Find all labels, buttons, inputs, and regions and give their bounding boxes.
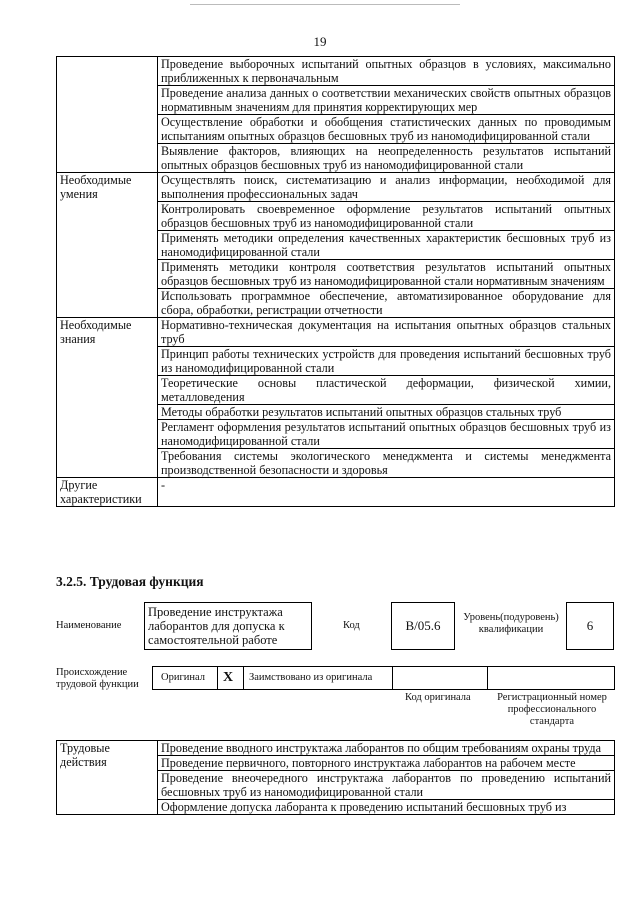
original-label: Оригинал xyxy=(161,672,205,683)
table-cell: Требования системы экологического менеджмента и системы менеджмента производственной безопасности и здоровья xyxy=(158,449,615,478)
table-cell: Нормативно-техническая документация на испытания опытных образцов стальных труб xyxy=(158,318,615,347)
level-label: Уровень(подуровень) квалификации xyxy=(463,612,559,635)
table-cell: Применять методики определения качественных характеристик бесшовных труб из наномодифицированной стали xyxy=(158,231,615,260)
table-cell: Проведение первичного, повторного инструктажа лаборантов на рабочем месте xyxy=(158,756,615,771)
table-cell: Осуществление обработки и обобщения статистических данных по проводимым испытаниям опытных образцов бесшовных труб из наномодифицированной стали xyxy=(158,115,615,144)
table-cell: - xyxy=(158,478,615,507)
table-cell: Осуществлять поиск, систематизацию и анализ информации, необходимой для выполнения профессиональных задач xyxy=(158,173,615,202)
table-cell: Теоретические основы пластической деформации, физической химии, металловедения xyxy=(158,376,615,405)
table-row xyxy=(57,741,615,756)
table-cell: Выявление факторов, влияющих на неопределенность результатов испытаний опытных образцов бесшовных труб из наномодифицированной стали xyxy=(158,144,615,173)
original-mark: X xyxy=(223,670,234,685)
row-label-actions: Трудовые действия xyxy=(57,741,158,815)
cell-divider xyxy=(217,667,218,689)
table-row xyxy=(57,57,615,86)
labor-actions-table xyxy=(56,740,615,815)
row-label-cell xyxy=(57,57,158,173)
borrowed-label: Заимствовано из оригинала xyxy=(249,672,373,683)
table-cell: Регламент оформления результатов испытаний опытных образцов бесшовных труб из наномодифицированной стали xyxy=(158,420,615,449)
origin-row xyxy=(152,666,615,690)
reg-number-label: Регистрационный номер профессионального стандарта xyxy=(497,692,607,727)
table-row xyxy=(57,478,615,507)
origin-label: Происхождение трудовой функции xyxy=(56,667,139,690)
table-cell: Оформление допуска лаборанта к проведению испытаний бесшовных труб из xyxy=(158,800,615,815)
table-cell: Проведение внеочередного инструктажа лаборантов по проведению испытаний бесшовных труб из наномодифицированной стали xyxy=(158,771,615,800)
row-label-other: Другие характеристики xyxy=(57,478,158,507)
table-row xyxy=(57,173,615,202)
table-cell: Методы обработки результатов испытаний опытных образцов стальных труб xyxy=(158,405,615,420)
top-scan-rule xyxy=(190,4,460,5)
page-number: 19 xyxy=(313,34,327,49)
table-cell: Принцип работы технических устройств для проведения испытаний бесшовных труб из наномодифицированной стали xyxy=(158,347,615,376)
function-level-box: 6 xyxy=(566,602,614,650)
table-cell: Проведение анализа данных о соответствии механических свойств опытных образцов нормативным значениям для принятия корректирующих мер xyxy=(158,86,615,115)
function-code-box: B/05.6 xyxy=(391,602,455,650)
cell-divider xyxy=(487,667,488,689)
code-label: Код xyxy=(343,620,360,631)
function-name-box: Проведение инструктажа лаборантов для допуска к самостоятельной работе xyxy=(144,602,312,650)
table-cell: Проведение выборочных испытаний опытных образцов в условиях, максимально приближенных к первоначальным xyxy=(158,57,615,86)
table-cell: Контролировать своевременное оформление результатов испытаний опытных образцов бесшовных труб из наномодифицированной стали xyxy=(158,202,615,231)
table-cell: Применять методики контроля соответствия результатов испытаний опытных образцов бесшовных труб из наномодифицированной стали нормативным значениям xyxy=(158,260,615,289)
code-original-label: Код оригинала xyxy=(405,692,471,703)
section-title: 3.2.5. Трудовая функция xyxy=(56,574,204,589)
cell-divider xyxy=(392,667,393,689)
row-label-skills: Необходимые умения xyxy=(57,173,158,318)
name-label: Наименование xyxy=(56,620,122,631)
table-cell: Проведение вводного инструктажа лаборантов по общим требованиям охраны труда xyxy=(158,741,615,756)
cell-divider xyxy=(243,667,244,689)
table-row xyxy=(57,318,615,347)
table-cell: Использовать программное обеспечение, автоматизированное оборудование для сбора, обработки, регистрации отчетности xyxy=(158,289,615,318)
competency-table xyxy=(56,56,615,507)
row-label-knowledge: Необходимые знания xyxy=(57,318,158,478)
